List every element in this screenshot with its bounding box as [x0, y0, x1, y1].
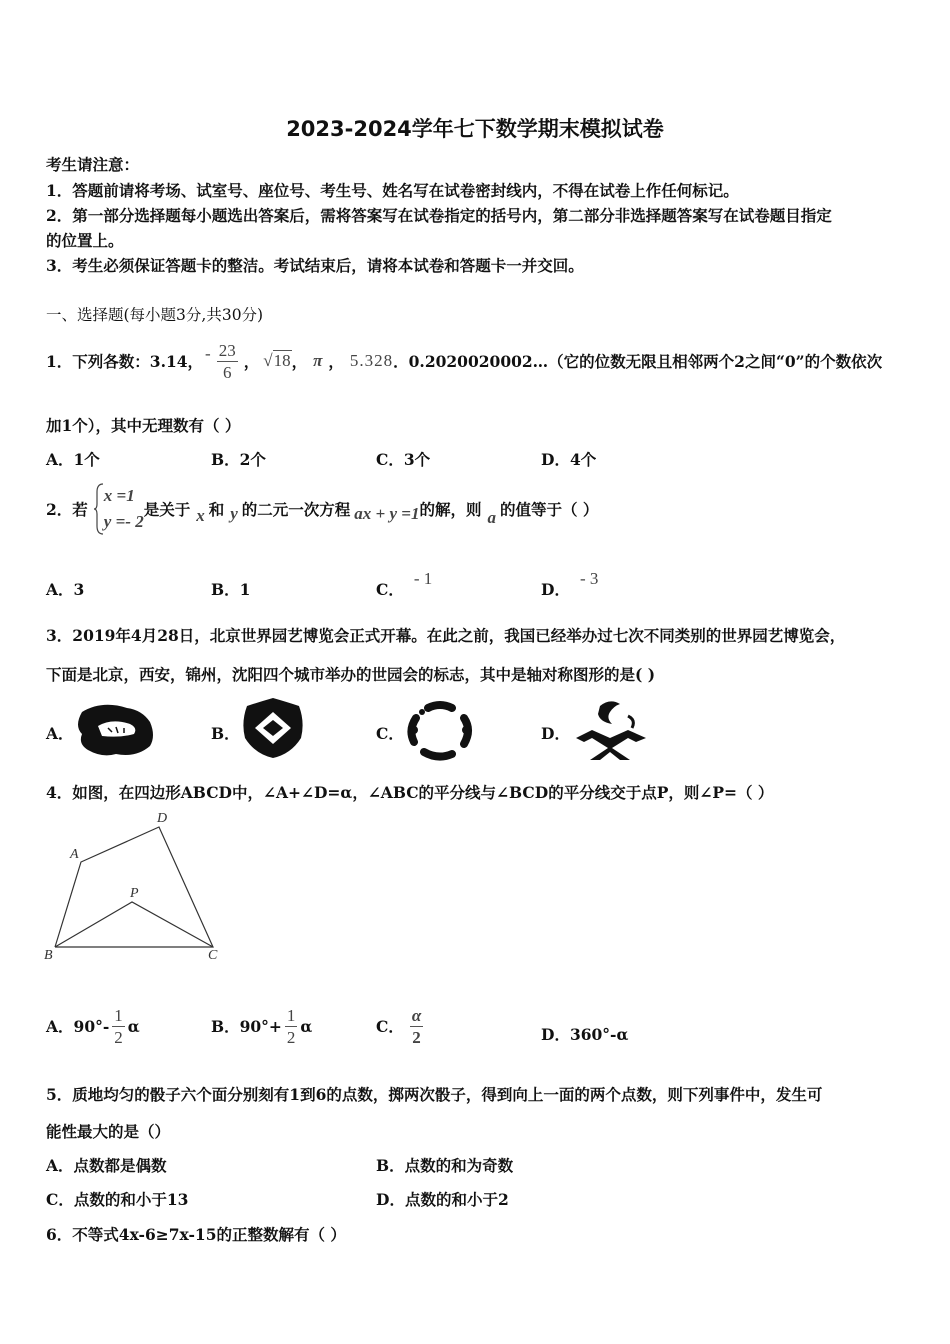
- option-label: C．: [376, 580, 404, 599]
- brace-icon: [94, 482, 104, 536]
- notice-heading: 考生请注意：: [46, 155, 140, 174]
- option-fraction: [410, 1007, 423, 1046]
- option-value: 3: [73, 580, 85, 599]
- q4-option-a: [46, 998, 140, 1054]
- notice-item-3: 3．考生必须保证答题卡的整洁。考试结束后，请将本试卷和答题卡一并交回。: [46, 256, 584, 275]
- question-2: [46, 480, 598, 538]
- option-label: A．: [46, 580, 74, 599]
- xian-expo-logo-icon: [239, 696, 307, 760]
- option-text: 90°+: [239, 1016, 282, 1036]
- q2-option-c: [376, 569, 433, 600]
- q2-system-eq-1: x =1: [103, 486, 135, 505]
- q2-equation: ax + y =1: [354, 504, 420, 523]
- q1-sqrt-argument: 18: [273, 351, 291, 370]
- option-label: A．: [46, 1017, 74, 1036]
- q5-option-d: D．点数的和小于2: [376, 1190, 509, 1209]
- notice-item-1: 1．答题前请将考场、试室号、座位号、考生号、姓名写在试卷密封线内，不得在试卷上作任何标记。: [46, 181, 739, 200]
- option-label: D．: [541, 580, 570, 599]
- question-1-line-2: 加1个），其中无理数有（ ）: [46, 416, 241, 435]
- q1-suffix: ．0.2020020002…（它的位数无限且相邻两个2之间“0”的个数依次: [393, 352, 883, 371]
- fraction-numerator: 1: [114, 1005, 123, 1025]
- option-value: 1: [239, 580, 251, 599]
- q1-fraction-denominator: 6: [222, 362, 232, 382]
- q1-fraction-numerator: 23: [218, 340, 236, 360]
- question-4: 4．如图，在四边形ABCD中，∠A+∠D=α，∠ABC的平分线与∠BCD的平分线交于点P，则∠P=（ ）: [46, 783, 774, 802]
- beijing-expo-logo-icon: [72, 700, 158, 760]
- question-5-line-1: 5．质地均匀的骰子六个面分别刻有1到6的点数，掷两次骰子，得到向上一面的两个点数，则下列事件中，发生可: [46, 1085, 823, 1104]
- q2-system-eq-2: y =- 2: [103, 512, 144, 531]
- point-label-p: P: [130, 886, 139, 901]
- q1-option-c: C．3个: [376, 450, 431, 469]
- q2-text: 的二元一次方程: [241, 500, 351, 519]
- q2-var-a: a: [487, 508, 496, 527]
- shenyang-expo-logo-icon: [570, 698, 652, 762]
- q2-var-x: x: [196, 506, 205, 525]
- q2-option-a: [46, 578, 84, 600]
- q1-repeating-decimal: 5.328: [349, 351, 394, 370]
- q1-sqrt: [263, 351, 291, 371]
- q3-option-b: B．: [211, 724, 240, 743]
- page-title: 2023-2024学年七下数学期末模拟试卷: [286, 117, 664, 141]
- notice-item-2: 2．第一部分选择题每小题选出答案后，需将答案写在试卷指定的括号内，第二部分非选择题答案写在试卷题目指定: [46, 206, 832, 225]
- fraction-denominator: 2: [286, 1027, 296, 1047]
- q1-prefix: 1．下列各数：3.14，: [46, 352, 204, 371]
- q2-suffix: 的值等于（ ）: [499, 500, 599, 519]
- q1-option-b: B．2个: [211, 450, 266, 469]
- fraction-denominator: 2: [114, 1027, 123, 1047]
- q1-fraction: [217, 342, 238, 381]
- quadrilateral-figure: [42, 806, 232, 966]
- section-heading: 一、选择题(每小题3分,共30分): [46, 306, 264, 324]
- q5-option-a: A．点数都是偶数: [46, 1156, 167, 1175]
- notice-item-2-cont: 的位置上。: [46, 231, 124, 250]
- q1-option-a: A．1个: [46, 450, 100, 469]
- jinzhou-expo-logo-icon: [402, 700, 478, 762]
- radical-icon: √: [263, 351, 273, 370]
- option-text: 90°-: [73, 1016, 110, 1036]
- q2-option-b: [211, 578, 250, 600]
- option-text: 360°-α: [569, 1025, 629, 1044]
- q1-separator: ，: [291, 352, 308, 371]
- q1-pi: π: [313, 351, 323, 370]
- q2-text: 的解，则: [419, 500, 482, 519]
- q5-option-b: B．点数的和为奇数: [376, 1156, 514, 1175]
- q5-option-c: C．点数的和小于13: [46, 1190, 189, 1209]
- q1-separator: ，: [328, 352, 344, 371]
- fraction-numerator: 1: [286, 1005, 296, 1025]
- q4-option-b: [211, 998, 312, 1054]
- q2-option-d: [541, 569, 599, 600]
- vertex-label-d: D: [157, 811, 168, 826]
- angle-bisectors: [55, 902, 213, 947]
- fraction-numerator: α: [411, 1005, 422, 1025]
- question-3-line-2: 下面是北京，西安，锦州，沈阳四个城市举办的世园会的标志，其中是轴对称图形的是( ): [46, 665, 656, 684]
- q2-equation-system: [94, 482, 144, 536]
- question-1: [46, 326, 882, 396]
- q1-separator: ，: [243, 352, 260, 371]
- vertex-label-a: A: [70, 847, 79, 862]
- option-text: α: [300, 1016, 313, 1036]
- q2-var-y: y: [230, 504, 238, 523]
- q2-prefix: 2．若: [46, 500, 88, 519]
- q3-option-d: D．: [541, 724, 570, 743]
- question-3-line-1: 3．2019年4月28日，北京世界园艺博览会正式开幕。在此之前，我国已经举办过七次不同类别的世界园艺博览会，: [46, 626, 846, 645]
- option-fraction: [285, 1007, 298, 1046]
- vertex-label-c: C: [208, 948, 218, 963]
- q3-option-a: A．: [46, 724, 74, 743]
- q1-option-d: D．4个: [541, 450, 597, 469]
- fraction-denominator: 2: [412, 1027, 421, 1047]
- q2-text: 是关于: [143, 500, 191, 519]
- question-5-line-2: 能性最大的是（）: [46, 1122, 171, 1141]
- option-label: B．: [211, 580, 240, 599]
- vertex-label-b: B: [44, 948, 53, 963]
- option-label: D．: [541, 1025, 570, 1044]
- option-fraction: [112, 1007, 125, 1046]
- q4-option-c: [376, 998, 429, 1054]
- option-text: α: [127, 1016, 140, 1036]
- option-label: B．: [211, 1017, 240, 1036]
- option-label: C．: [376, 1017, 404, 1036]
- q3-option-c: C．: [376, 724, 404, 743]
- question-6: 6．不等式4x-6≥7x-15的正整数解有（ ）: [46, 1225, 346, 1244]
- q4-option-d: [541, 1023, 628, 1045]
- q1-negative-sign: -: [205, 344, 211, 363]
- q2-text: 和: [208, 500, 225, 519]
- option-value: - 1: [413, 569, 433, 588]
- option-value: - 3: [579, 569, 599, 588]
